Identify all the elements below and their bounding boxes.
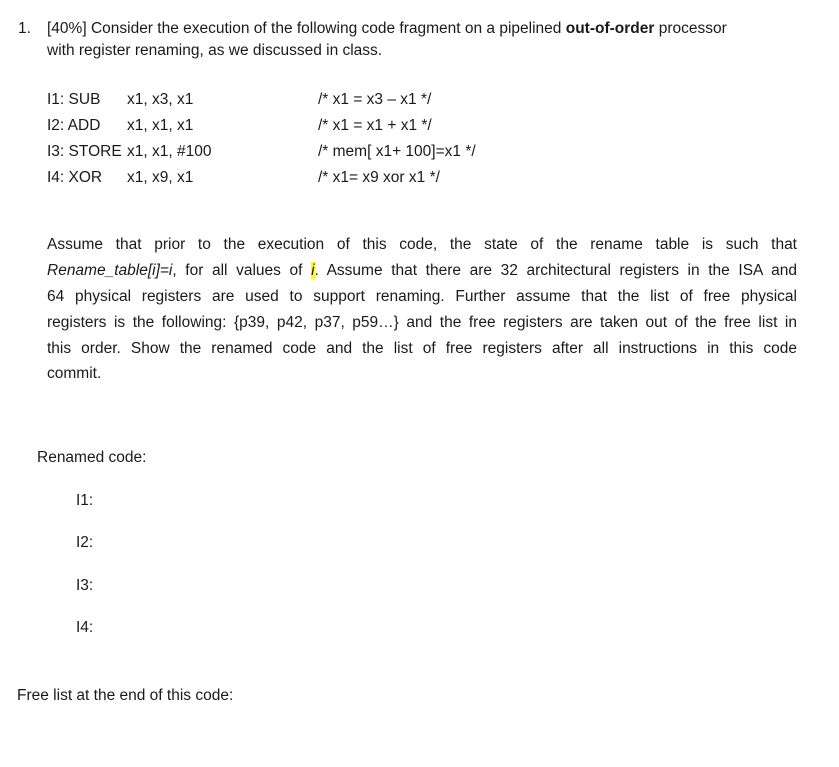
renamed-item-i1: I1:	[76, 492, 94, 509]
question-line-1	[47, 20, 727, 38]
renamed-item-i3: I3:	[76, 577, 94, 594]
code-label: I4: XOR	[47, 169, 103, 186]
code-operands: x1, x1, #100	[127, 143, 212, 160]
paragraph-line-2-end: . Assume that there are 32 architectural registers in the ISA and	[314, 262, 797, 279]
code-comment: /* x1 = x3 – x1 */	[318, 91, 432, 108]
question-number: 1.	[18, 20, 31, 37]
code-label: I2: ADD	[47, 117, 101, 134]
paragraph-line-4: registers is the following: {p39, p42, p37, p59…} and the free registers are taken out of the free list in	[47, 314, 797, 331]
code-comment: /* x1 = x1 + x1 */	[318, 117, 432, 134]
code-label: I1: SUB	[47, 91, 101, 108]
question-line-2: with register renaming, as we discussed in class.	[47, 42, 383, 59]
paragraph-line-2	[47, 262, 797, 280]
code-operands: x1, x3, x1	[127, 91, 194, 108]
paragraph-line-3: 64 physical registers are used to support renaming. Further assume that the list of free physical	[47, 288, 797, 305]
rename-table-expression: Rename_table[i]=i	[47, 262, 173, 279]
highlighted-variable: i	[311, 262, 315, 279]
paragraph-line-1: Assume that prior to the execution of this code, the state of the rename table is such that	[47, 236, 797, 253]
code-comment: /* x1= x9 xor x1 */	[318, 169, 440, 186]
code-operands: x1, x1, x1	[127, 117, 194, 134]
renamed-code-title: Renamed code:	[37, 449, 147, 466]
paragraph-line-5: this order. Show the renamed code and the list of free registers after all instructions in this code	[47, 340, 797, 357]
code-comment: /* mem[ x1+ 100]=x1 */	[318, 143, 476, 160]
question-line-1-bold: out-of-order	[565, 20, 655, 37]
code-label: I3: STORE	[47, 143, 122, 160]
paragraph-line-6: commit.	[47, 365, 102, 382]
code-operands: x1, x9, x1	[127, 169, 194, 186]
question-line-1-prefix: [40%] Consider the execution of the following code fragment on a pipelined	[47, 20, 566, 37]
free-list-title: Free list at the end of this code:	[17, 687, 234, 704]
paragraph-line-2-mid: , for all values of	[172, 262, 312, 279]
renamed-item-i4: I4:	[76, 619, 94, 636]
renamed-item-i2: I2:	[76, 534, 94, 551]
question-line-1-suffix: processor	[654, 20, 727, 37]
